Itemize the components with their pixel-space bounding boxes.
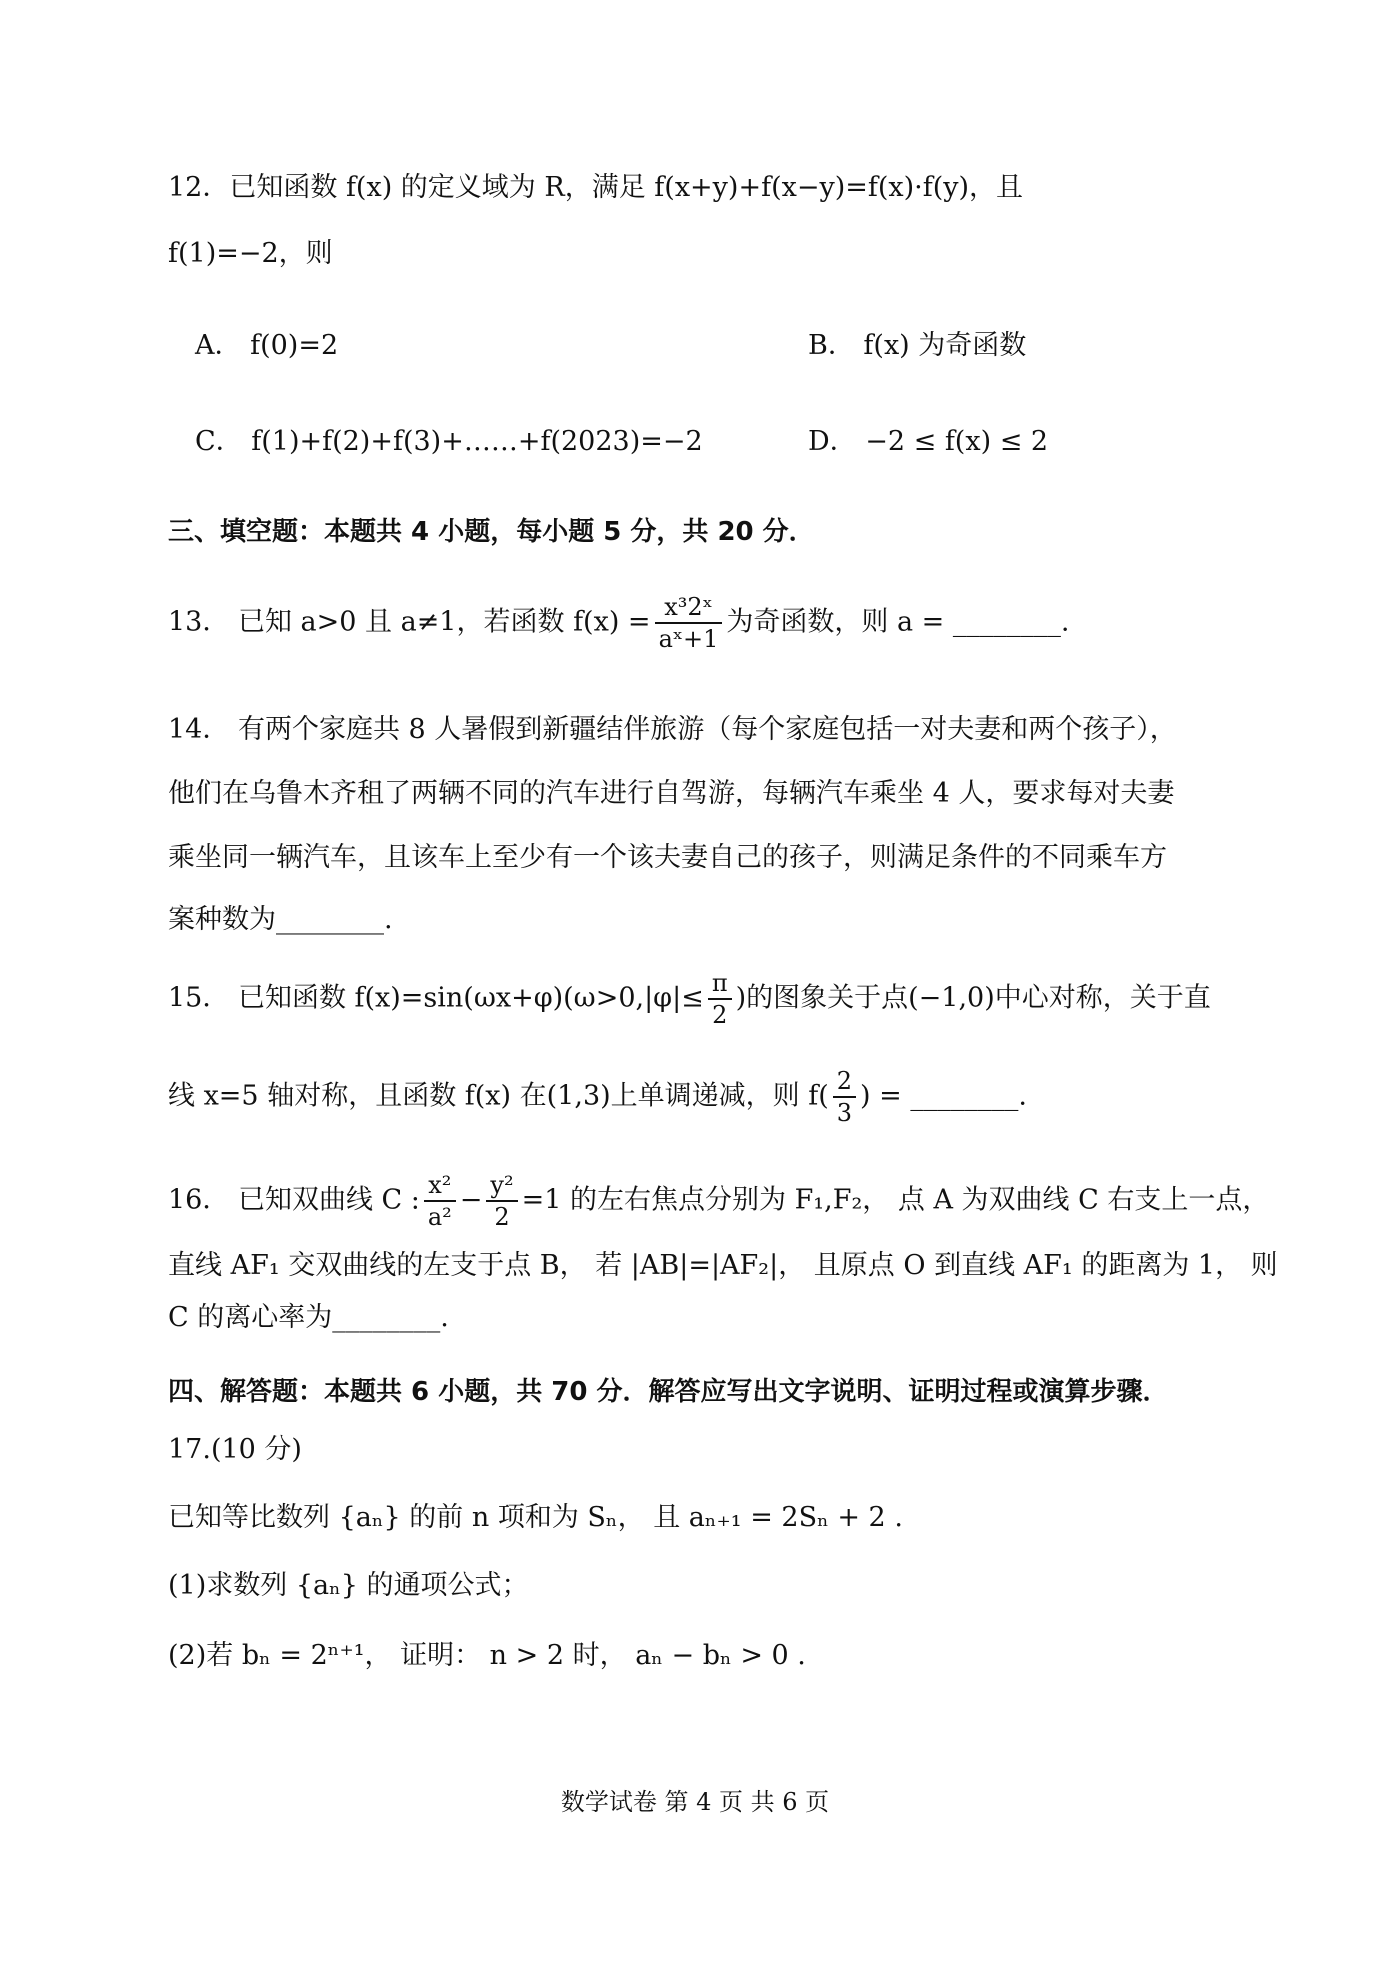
q15-l1-prefix: 15． 已知函数 f(x)=sin(ωx+φ)(ω>0,|φ|≤ (168, 982, 704, 1014)
q16-frac2-numerator: y² (486, 1170, 517, 1202)
q16-line3: C 的离心率为________. (168, 1302, 449, 1333)
section-3-heading: 三、填空题：本题共 4 小题，每小题 5 分，共 20 分． (168, 517, 815, 547)
q15-pi-over-2 (708, 968, 732, 1030)
q13-fraction-denominator: aˣ+1 (658, 625, 719, 653)
q17-part-1: (1)求数列 {aₙ} 的通项公式； (168, 1570, 529, 1601)
q16-y2-over-2 (486, 1170, 517, 1232)
q12-option-a: A． f(0)=2 (195, 330, 339, 361)
q12-option-c: C． f(1)+f(2)+f(3)+……+f(2023)=−2 (195, 426, 703, 457)
q14-line4: 案种数为________. (168, 904, 393, 935)
q13-fraction-numerator: x³2ˣ (655, 592, 723, 624)
q15-pi-denominator: 2 (712, 1001, 728, 1029)
q15-frac-numerator: 2 (833, 1066, 856, 1098)
q16-x2-over-a2 (424, 1170, 456, 1232)
q16-frac1-numerator: x² (424, 1170, 456, 1202)
q12-stem-line1: 12．已知函数 f(x) 的定义域为 R，满足 f(x+y)+f(x−y)=f(x)·f(y)，且 (168, 172, 1024, 203)
q12-stem-line2: f(1)=−2，则 (168, 238, 333, 269)
q15-frac-denominator: 3 (836, 1099, 853, 1127)
q12-option-d: D． −2 ≤ f(x) ≤ 2 (808, 426, 1049, 457)
q16-line1 (168, 1170, 1269, 1232)
q14-line3: 乘坐同一辆汽车，且该车上至少有一个该夫妻自己的孩子，则满足条件的不同乘车方 (168, 842, 1167, 873)
q13-line (168, 592, 1069, 654)
q13-prefix: 13． 已知 a>0 且 a≠1，若函数 f(x) = (168, 606, 651, 638)
q13-suffix: 为奇函数，则 a = ________. (726, 606, 1070, 638)
q15-line2 (168, 1066, 1027, 1128)
q15-pi-numerator: π (708, 968, 732, 1000)
section-4-heading: 四、解答题：本题共 6 小题，共 70 分．解答应写出文字说明、证明过程或演算步骤． (168, 1377, 1169, 1407)
q13-fraction (655, 592, 723, 654)
q17-header: 17.(10 分) (168, 1434, 302, 1465)
q15-l1-suffix: )的图象关于点(−1,0)中心对称，关于直 (735, 982, 1211, 1014)
q15-l2-prefix: 线 x=5 轴对称，且函数 f(x) 在(1,3)上单调递减，则 f( (168, 1080, 829, 1112)
q16-frac2-denominator: 2 (494, 1203, 510, 1231)
q14-line1: 14． 有两个家庭共 8 人暑假到新疆结伴旅游（每个家庭包括一对夫妻和两个孩子）， (168, 714, 1177, 745)
q17-part-2: (2)若 bₙ = 2ⁿ⁺¹， 证明： n > 2 时， aₙ − bₙ > 0 . (168, 1640, 806, 1671)
q12-option-b: B． f(x) 为奇函数 (808, 330, 1027, 361)
q16-l1-prefix: 16． 已知双曲线 C : (168, 1184, 420, 1216)
q16-line2: 直线 AF₁ 交双曲线的左支于点 B， 若 |AB|=|AF₂|， 且原点 O 到直线 AF₁ 的距离为 1， 则 (168, 1250, 1278, 1281)
page-footer: 数学试卷 第 4 页 共 6 页 (560, 1788, 830, 1816)
q16-frac1-denominator: a² (427, 1203, 452, 1231)
q17-stem: 已知等比数列 {aₙ} 的前 n 项和为 Sₙ， 且 aₙ₊₁ = 2Sₙ + 2 . (168, 1502, 903, 1533)
q15-l2-suffix: ) = ________. (860, 1080, 1027, 1112)
q16-l1-suffix: =1 的左右焦点分别为 F₁,F₂， 点 A 为双曲线 C 右支上一点， (521, 1184, 1270, 1216)
q16-minus: − (459, 1184, 483, 1216)
q14-line2: 他们在乌鲁木齐租了两辆不同的汽车进行自驾游，每辆汽车乘坐 4 人，要求每对夫妻 (168, 778, 1175, 809)
q15-line1 (168, 968, 1211, 1030)
q15-two-thirds (833, 1066, 856, 1128)
